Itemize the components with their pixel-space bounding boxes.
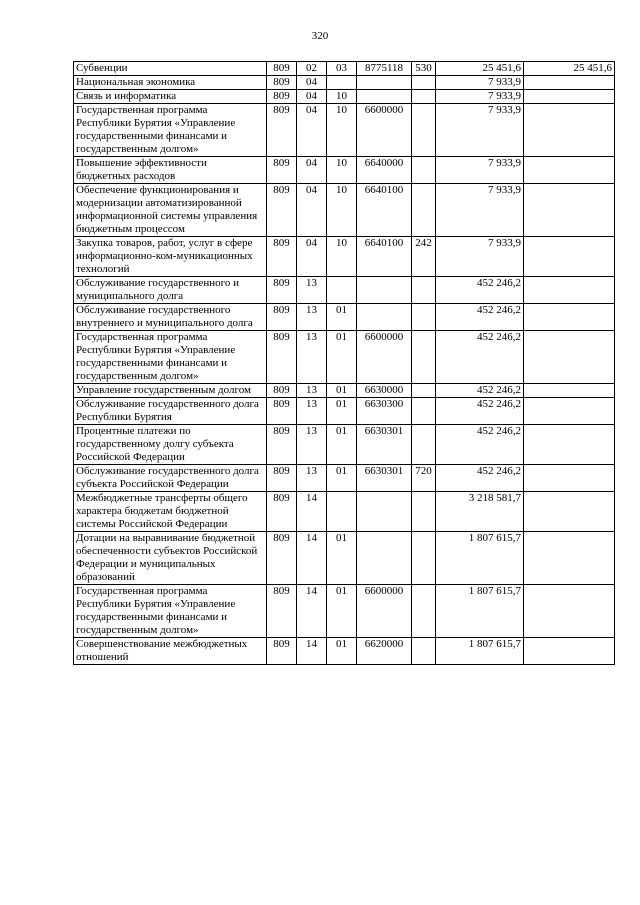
row-podrazdel: 01 [327, 465, 357, 492]
row-vedomstvo: 809 [267, 585, 297, 638]
row-razdel: 13 [297, 384, 327, 398]
row-sum-2 [524, 157, 615, 184]
row-sum-2 [524, 184, 615, 237]
row-expense-type [412, 425, 436, 465]
row-name: Обслуживание государственного внутреннего и муниципального долга [74, 304, 267, 331]
row-vedomstvo: 809 [267, 465, 297, 492]
row-expense-type [412, 304, 436, 331]
row-sum: 452 246,2 [436, 465, 524, 492]
table-row [74, 104, 615, 157]
row-target-article: 6600000 [357, 585, 412, 638]
row-name: Обслуживание государственного долга субъекта Российской Федерации [74, 465, 267, 492]
row-expense-type [412, 585, 436, 638]
row-sum: 7 933,9 [436, 90, 524, 104]
table-row [74, 638, 615, 665]
row-razdel: 02 [297, 62, 327, 76]
row-sum: 7 933,9 [436, 237, 524, 277]
row-target-article: 6630301 [357, 425, 412, 465]
row-razdel: 14 [297, 585, 327, 638]
row-sum-2 [524, 90, 615, 104]
row-sum-2 [524, 237, 615, 277]
table-row [74, 62, 615, 76]
row-expense-type: 530 [412, 62, 436, 76]
row-razdel: 04 [297, 237, 327, 277]
row-sum: 452 246,2 [436, 384, 524, 398]
row-razdel: 14 [297, 638, 327, 665]
row-expense-type [412, 384, 436, 398]
row-podrazdel: 01 [327, 425, 357, 465]
row-target-article: 6640100 [357, 237, 412, 277]
row-podrazdel: 01 [327, 532, 357, 585]
row-target-article [357, 532, 412, 585]
row-target-article: 6600000 [357, 331, 412, 384]
table-row [74, 465, 615, 492]
row-expense-type [412, 532, 436, 585]
row-sum-2 [524, 398, 615, 425]
row-podrazdel: 10 [327, 104, 357, 157]
row-expense-type [412, 104, 436, 157]
row-expense-type [412, 184, 436, 237]
row-sum-2 [524, 331, 615, 384]
row-sum: 1 807 615,7 [436, 585, 524, 638]
row-expense-type [412, 90, 436, 104]
row-razdel: 04 [297, 184, 327, 237]
row-sum-2 [524, 425, 615, 465]
row-sum-2 [524, 465, 615, 492]
row-podrazdel: 01 [327, 331, 357, 384]
table-row [74, 585, 615, 638]
row-vedomstvo: 809 [267, 384, 297, 398]
row-vedomstvo: 809 [267, 492, 297, 532]
row-vedomstvo: 809 [267, 304, 297, 331]
row-sum: 452 246,2 [436, 331, 524, 384]
row-sum: 7 933,9 [436, 76, 524, 90]
row-name: Закупка товаров, работ, услуг в сфере информационно-ком-муникационных технологий [74, 237, 267, 277]
budget-table [73, 61, 615, 665]
row-sum: 25 451,6 [436, 62, 524, 76]
row-expense-type [412, 76, 436, 90]
row-vedomstvo: 809 [267, 62, 297, 76]
table-row [74, 76, 615, 90]
row-name: Связь и информатика [74, 90, 267, 104]
row-razdel: 13 [297, 277, 327, 304]
table-row [74, 331, 615, 384]
table-row [74, 532, 615, 585]
row-sum-2 [524, 76, 615, 90]
row-sum: 452 246,2 [436, 398, 524, 425]
row-target-article: 6620000 [357, 638, 412, 665]
row-expense-type [412, 331, 436, 384]
table-row [74, 384, 615, 398]
row-razdel: 14 [297, 492, 327, 532]
row-target-article: 6630000 [357, 384, 412, 398]
row-expense-type: 720 [412, 465, 436, 492]
row-target-article: 6600000 [357, 104, 412, 157]
row-sum: 452 246,2 [436, 425, 524, 465]
row-vedomstvo: 809 [267, 90, 297, 104]
row-sum-2 [524, 384, 615, 398]
row-vedomstvo: 809 [267, 331, 297, 384]
row-sum: 7 933,9 [436, 104, 524, 157]
row-podrazdel: 01 [327, 585, 357, 638]
row-target-article: 6630301 [357, 465, 412, 492]
row-vedomstvo: 809 [267, 76, 297, 90]
row-name: Повышение эффективности бюджетных расходов [74, 157, 267, 184]
table-row [74, 237, 615, 277]
row-podrazdel: 01 [327, 384, 357, 398]
table-row [74, 304, 615, 331]
row-sum-2 [524, 638, 615, 665]
row-vedomstvo: 809 [267, 157, 297, 184]
row-podrazdel [327, 76, 357, 90]
row-razdel: 04 [297, 90, 327, 104]
row-razdel: 04 [297, 104, 327, 157]
row-vedomstvo: 809 [267, 104, 297, 157]
row-vedomstvo: 809 [267, 425, 297, 465]
row-vedomstvo: 809 [267, 277, 297, 304]
row-expense-type [412, 398, 436, 425]
row-podrazdel [327, 277, 357, 304]
row-sum-2 [524, 104, 615, 157]
row-target-article: 6640000 [357, 157, 412, 184]
row-expense-type [412, 492, 436, 532]
row-name: Управление государственным долгом [74, 384, 267, 398]
row-sum-2 [524, 492, 615, 532]
row-name: Национальная экономика [74, 76, 267, 90]
row-podrazdel: 01 [327, 638, 357, 665]
row-razdel: 13 [297, 425, 327, 465]
row-name: Совершенствование межбюджетных отношений [74, 638, 267, 665]
row-sum-2: 25 451,6 [524, 62, 615, 76]
table-row [74, 398, 615, 425]
row-target-article [357, 492, 412, 532]
row-sum-2 [524, 304, 615, 331]
row-sum: 7 933,9 [436, 184, 524, 237]
row-podrazdel: 01 [327, 304, 357, 331]
table-row [74, 157, 615, 184]
row-name: Обслуживание государственного долга Республики Бурятия [74, 398, 267, 425]
row-name: Дотации на выравнивание бюджетной обеспеченности субъектов Российской Федерации и муниципальных образований [74, 532, 267, 585]
row-razdel: 14 [297, 532, 327, 585]
table-row [74, 90, 615, 104]
row-target-article: 6630300 [357, 398, 412, 425]
row-name: Государственная программа Республики Бурятия «Управление государственными финансами и государственным долгом» [74, 585, 267, 638]
row-vedomstvo: 809 [267, 184, 297, 237]
row-name: Процентные платежи по государственному долгу субъекта Российской Федерации [74, 425, 267, 465]
row-podrazdel: 03 [327, 62, 357, 76]
row-expense-type [412, 277, 436, 304]
table-row [74, 425, 615, 465]
row-razdel: 13 [297, 331, 327, 384]
row-target-article [357, 304, 412, 331]
row-razdel: 04 [297, 76, 327, 90]
row-sum: 1 807 615,7 [436, 638, 524, 665]
row-sum: 1 807 615,7 [436, 532, 524, 585]
row-expense-type [412, 638, 436, 665]
row-name: Обслуживание государственного и муниципального долга [74, 277, 267, 304]
row-sum-2 [524, 532, 615, 585]
row-sum: 7 933,9 [436, 157, 524, 184]
row-razdel: 13 [297, 398, 327, 425]
row-name: Государственная программа Республики Бурятия «Управление государственными финансами и государственным долгом» [74, 104, 267, 157]
row-sum-2 [524, 585, 615, 638]
page-number: 320 [311, 30, 329, 42]
row-sum: 452 246,2 [436, 277, 524, 304]
row-name: Обеспечение функционирования и модернизации автоматизированной информационной системы управления бюджетным процессом [74, 184, 267, 237]
row-expense-type: 242 [412, 237, 436, 277]
row-target-article: 8775118 [357, 62, 412, 76]
row-name: Межбюджетные трансферты общего характера бюджетам бюджетной системы Российской Федерации [74, 492, 267, 532]
row-podrazdel: 10 [327, 157, 357, 184]
row-vedomstvo: 809 [267, 237, 297, 277]
row-vedomstvo: 809 [267, 532, 297, 585]
row-target-article: 6640100 [357, 184, 412, 237]
row-podrazdel: 10 [327, 90, 357, 104]
row-sum-2 [524, 277, 615, 304]
row-sum: 3 218 581,7 [436, 492, 524, 532]
row-podrazdel: 10 [327, 237, 357, 277]
row-target-article [357, 76, 412, 90]
table-row [74, 184, 615, 237]
row-podrazdel [327, 492, 357, 532]
row-name: Субвенции [74, 62, 267, 76]
row-vedomstvo: 809 [267, 638, 297, 665]
row-razdel: 13 [297, 465, 327, 492]
row-razdel: 04 [297, 157, 327, 184]
table-row [74, 277, 615, 304]
row-podrazdel: 01 [327, 398, 357, 425]
row-razdel: 13 [297, 304, 327, 331]
table-row [74, 492, 615, 532]
row-vedomstvo: 809 [267, 398, 297, 425]
row-target-article [357, 90, 412, 104]
row-target-article [357, 277, 412, 304]
row-sum: 452 246,2 [436, 304, 524, 331]
row-name: Государственная программа Республики Бурятия «Управление государственными финансами и государственным долгом» [74, 331, 267, 384]
row-expense-type [412, 157, 436, 184]
row-podrazdel: 10 [327, 184, 357, 237]
